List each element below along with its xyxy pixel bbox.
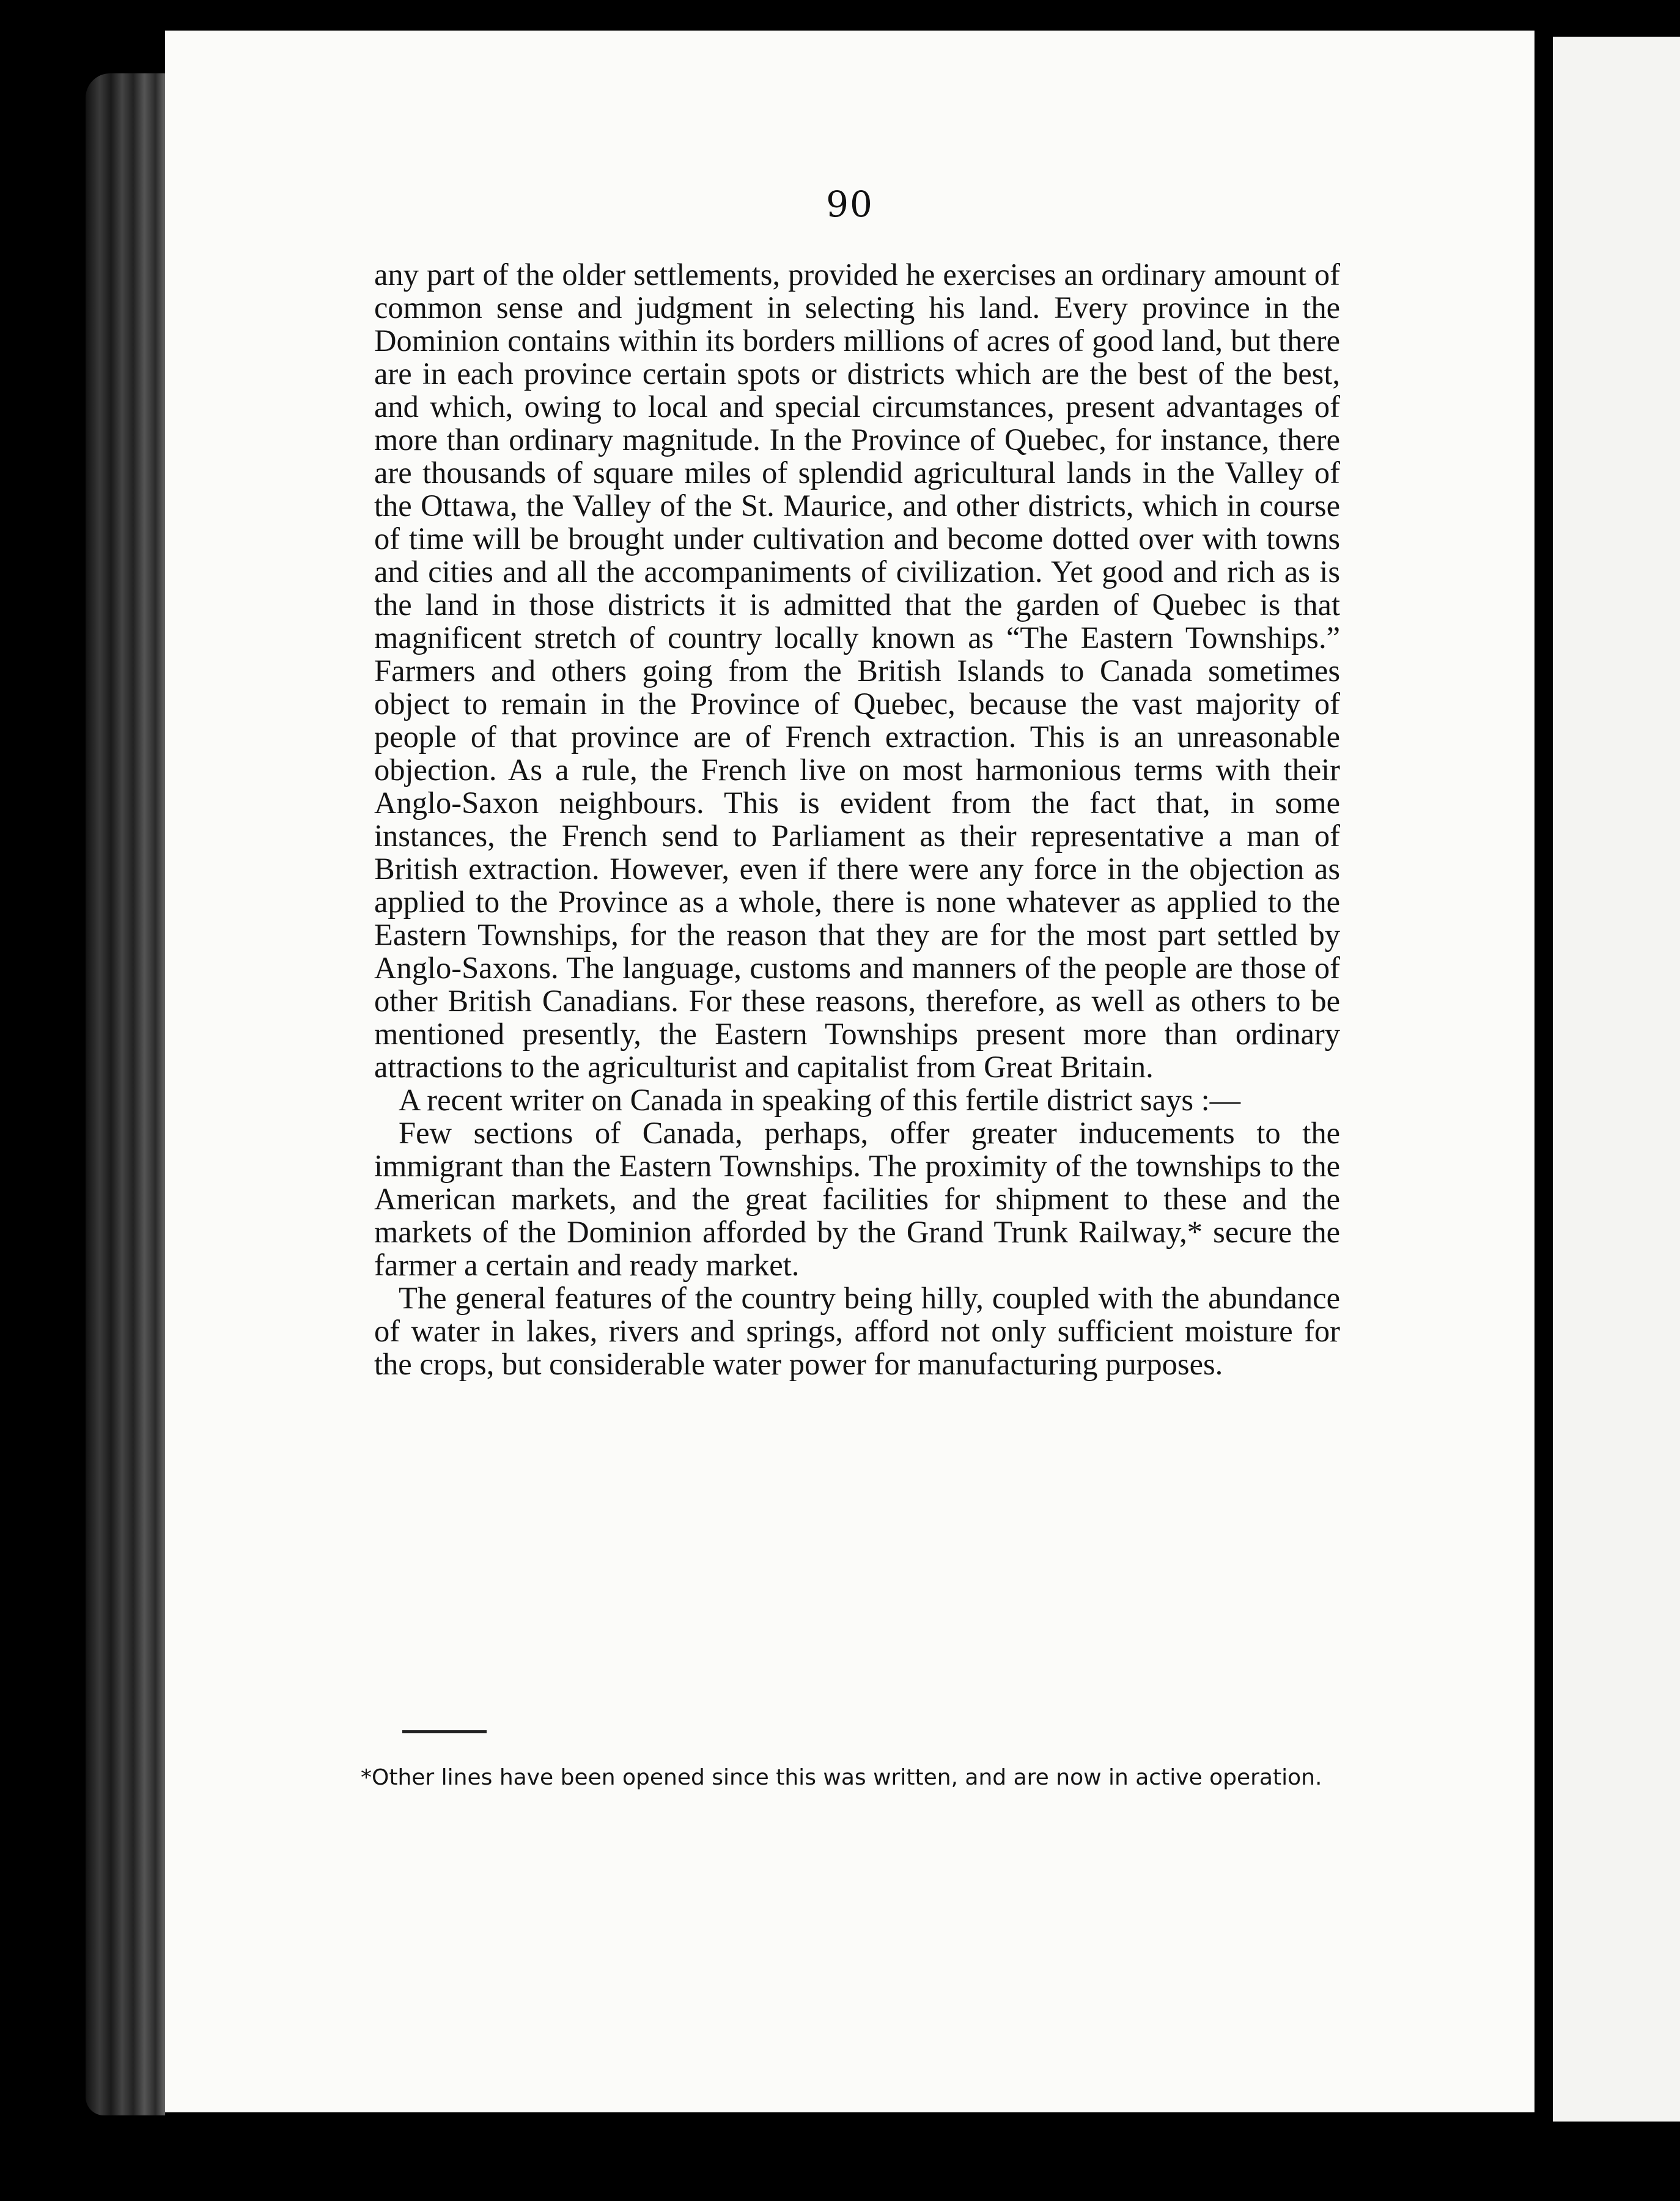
- adjacent-page-edge: [1553, 37, 1680, 2122]
- book-binding-edge: [86, 73, 165, 2115]
- paragraph-4: The general features of the country being hilly, coupled with the abundance of water in lakes, rivers and springs, afford not only sufficient moisture for the crops, but considerable water power for manufacturing purposes.: [374, 1281, 1340, 1381]
- book-page: [165, 31, 1534, 2112]
- page-number: 90: [826, 183, 874, 225]
- footnote-separator-rule: [402, 1730, 487, 1733]
- paragraph-1: any part of the older settlements, provided he exercises an ordinary amount of common sense and judgment in selecting his land. Every province in the Dominion contains within its borders millions of acres of good land, but there are in each province certain spots or districts which are the best of the best, and which, owing to local and special circumstances, present advantages of more than ordinary magnitude. In the Province of Quebec, for instance, there are thousands of square miles of splendid agricultural lands in the Valley of the Ottawa, the Valley of the St. Maurice, and other districts, which in course of time will be brought under cultivation and become dotted over with towns and cities and all the accompaniments of civilization. Yet good and rich as is the land in those districts it is admitted that the garden of Quebec is that magnificent stretch of country locally known as “The Eastern Townships.” Farmers and others going from the British Islands to Canada sometimes object to remain in the Province of Quebec, because the vast majority of people of that province are of French extraction. This is an unreasonable objection. As a rule, the French live on most harmonious terms with their Anglo-Saxon neighbours. This is evident from the fact that, in some instances, the French send to Parliament as their representative a man of British extraction. However, even if there were any force in the objection as applied to the Province as a whole, there is none whatever as applied to the Eastern Townships, for the reason that they are for the most part settled by Anglo-Saxons. The language, customs and manners of the people are those of other British Canadians. For these reasons, therefore, as well as others to be mentioned presently, the Eastern Townships present more than ordinary attractions to the agriculturist and capitalist from Great Britain.: [374, 257, 1340, 1084]
- page-body-text: [374, 258, 1340, 1381]
- footnote: *Other lines have been opened since this was written, and are now in active operation.: [361, 1765, 1322, 1790]
- paragraph-2: A recent writer on Canada in speaking of this fertile district says :—: [399, 1083, 1241, 1117]
- paragraph-3: Few sections of Canada, perhaps, offer greater inducements to the immigrant than the Eastern Townships. The proximity of the townships to the American markets, and the great facilities for shipment to these and the markets of the Dominion afforded by the Grand Trunk Railway,* secure the farmer a certain and ready market.: [374, 1116, 1340, 1282]
